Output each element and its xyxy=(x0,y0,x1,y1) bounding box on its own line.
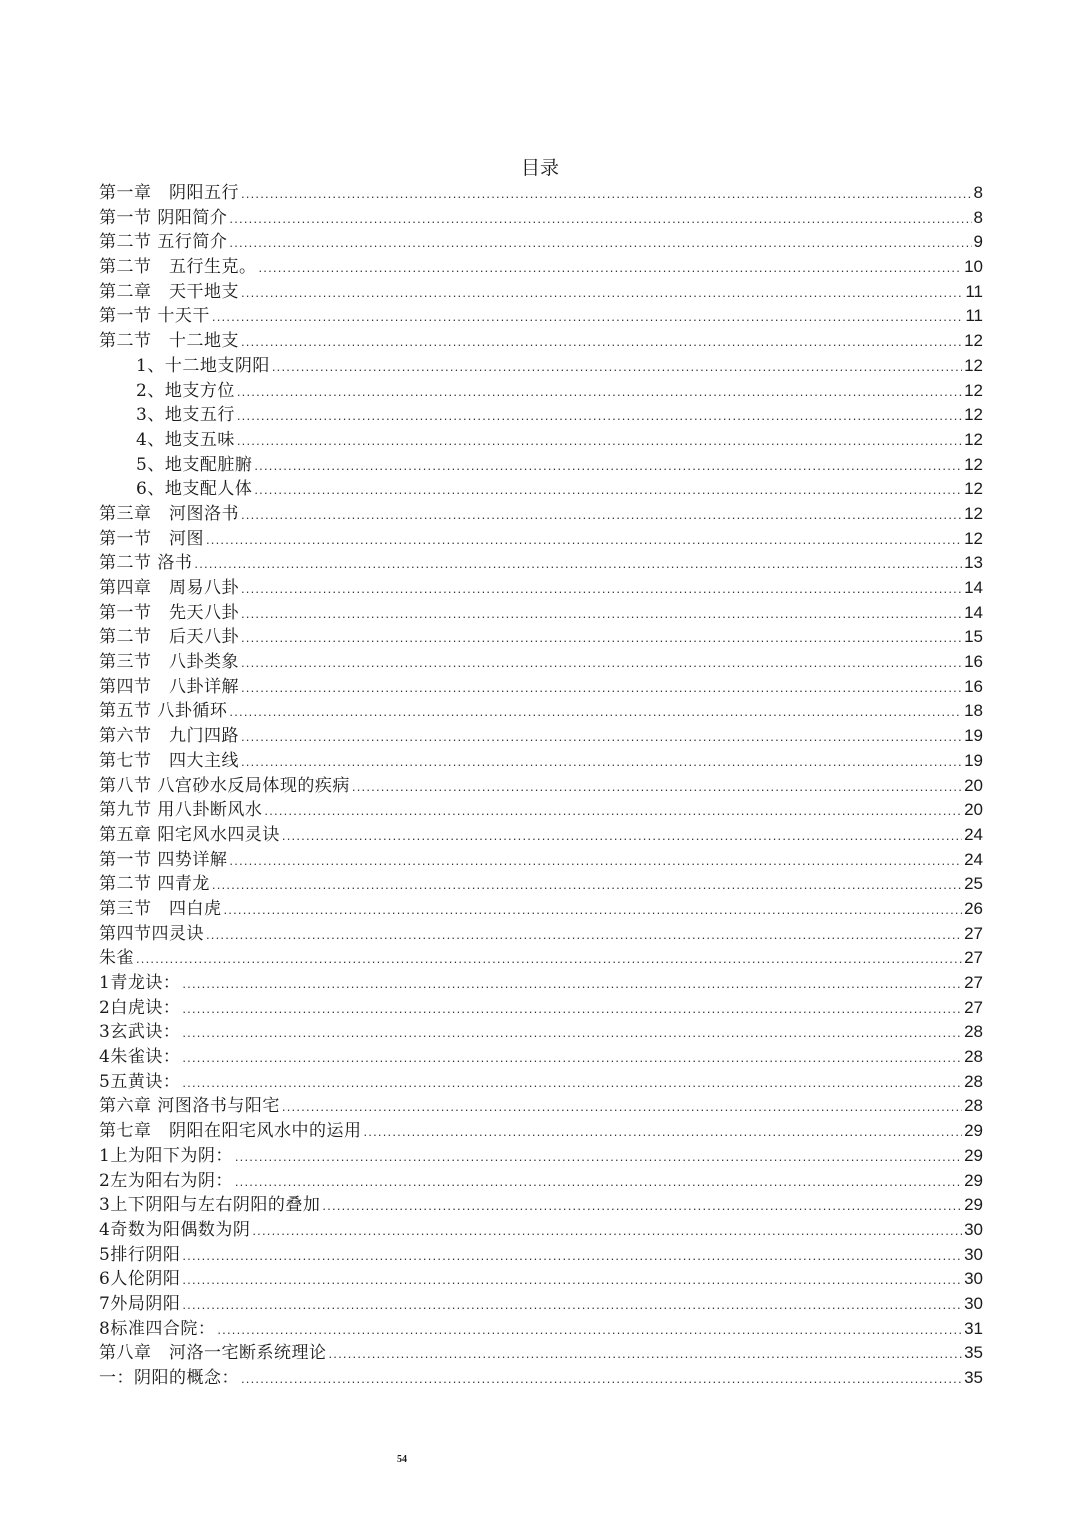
toc-dot-leader xyxy=(272,355,962,380)
toc-entry-page: 29 xyxy=(964,1145,983,1165)
toc-dot-leader xyxy=(212,305,963,330)
toc-entry-page: 29 xyxy=(964,1121,983,1141)
toc-entry-page: 29 xyxy=(964,1170,983,1190)
toc-entry-label: 6人伦阴阳 xyxy=(99,1269,181,1290)
toc-entry-label: 4、地支五味 xyxy=(136,429,235,450)
toc-entry-label: 第一节 阴阳简介 xyxy=(99,207,228,228)
toc-dot-leader xyxy=(235,1170,962,1195)
toc-entry-label: 第二节 后天八卦 xyxy=(99,627,239,648)
toc-entry-label: 第一节 先天八卦 xyxy=(99,602,239,623)
toc-dot-leader xyxy=(229,700,962,725)
toc-entry[interactable] xyxy=(99,749,983,774)
toc-entry[interactable] xyxy=(99,675,983,700)
toc-entry[interactable] xyxy=(99,403,983,428)
toc-entry-label: 3、地支五行 xyxy=(136,405,235,426)
toc-dot-leader xyxy=(182,1244,962,1269)
toc-dot-leader xyxy=(182,997,962,1022)
toc-entry-label: 5排行阴阳 xyxy=(99,1244,181,1265)
toc-entry-page: 20 xyxy=(964,775,983,795)
toc-entry[interactable] xyxy=(99,181,983,206)
toc-entry[interactable] xyxy=(99,255,983,280)
toc-entry-label: 1、十二地支阴阳 xyxy=(136,355,270,376)
toc-entry[interactable] xyxy=(99,922,983,947)
toc-entry-page: 12 xyxy=(964,355,983,375)
toc-entry[interactable] xyxy=(99,576,983,601)
toc-entry[interactable] xyxy=(99,848,983,873)
toc-entry-label: 第一节 四势详解 xyxy=(99,849,228,870)
toc-entry-page: 28 xyxy=(964,1047,983,1067)
toc-entry-page: 14 xyxy=(964,602,983,622)
toc-entry-page: 30 xyxy=(964,1219,983,1239)
toc-entry-page: 30 xyxy=(964,1293,983,1313)
toc-dot-leader xyxy=(229,231,971,256)
toc-entry-page: 12 xyxy=(964,380,983,400)
toc-dot-leader xyxy=(241,182,972,207)
toc-entry[interactable] xyxy=(99,971,983,996)
toc-entry[interactable] xyxy=(99,872,983,897)
toc-entry-page: 8 xyxy=(973,183,983,202)
toc-entry[interactable] xyxy=(99,329,983,354)
toc-entry-page: 31 xyxy=(964,1318,983,1338)
toc-dot-leader xyxy=(241,651,962,676)
toc-entry-label: 1上为阳下为阴： xyxy=(99,1145,233,1166)
toc-entry[interactable] xyxy=(99,304,983,329)
toc-entry[interactable] xyxy=(99,206,983,231)
toc-entry-page: 11 xyxy=(965,281,983,301)
toc-entry-page: 11 xyxy=(965,306,983,326)
toc-entry-label: 第二章 天干地支 xyxy=(99,281,239,302)
toc-dot-leader xyxy=(182,972,962,997)
toc-entry[interactable] xyxy=(99,996,983,1021)
toc-dot-leader xyxy=(241,725,962,750)
toc-entry[interactable] xyxy=(99,823,983,848)
toc-dot-leader xyxy=(182,1046,962,1071)
toc-entry[interactable] xyxy=(99,1317,983,1342)
toc-entry-page: 16 xyxy=(964,676,983,696)
toc-title: 目录 xyxy=(520,157,559,179)
toc-entry-label: 第一章 阴阳五行 xyxy=(99,183,239,203)
toc-entry-page: 27 xyxy=(964,923,983,943)
toc-entry-page: 29 xyxy=(964,1195,983,1215)
toc-entry-page: 12 xyxy=(964,528,983,548)
toc-entry[interactable] xyxy=(99,1267,983,1292)
toc-entry[interactable] xyxy=(99,699,983,724)
toc-dot-leader xyxy=(241,281,963,306)
toc-entry-label: 第六节 九门四路 xyxy=(99,726,239,747)
toc-entry-label: 第二节 洛书 xyxy=(99,553,193,574)
toc-entry-label: 第四节四灵诀 xyxy=(99,923,204,944)
toc-entry-page: 16 xyxy=(964,652,983,672)
toc-entry-page: 19 xyxy=(964,726,983,746)
toc-entry-page: 12 xyxy=(964,503,983,523)
toc-dot-leader xyxy=(182,1293,962,1318)
toc-dot-leader xyxy=(237,380,962,405)
toc-entry[interactable] xyxy=(99,280,983,305)
toc-entry-label: 第七章 阴阳在阳宅风水中的运用 xyxy=(99,1121,362,1142)
toc-dot-leader xyxy=(254,454,962,479)
toc-entry-page: 8 xyxy=(973,207,983,227)
toc-entry-label: 第八节 八宫砂水反局体现的疾病 xyxy=(99,775,350,796)
toc-entry-page: 27 xyxy=(964,973,983,992)
toc-entry-label: 第一节 河图 xyxy=(99,528,204,549)
toc-entry-label: 第一节 十天干 xyxy=(99,306,210,327)
toc-dot-leader xyxy=(241,750,962,775)
toc-entry[interactable] xyxy=(99,1243,983,1268)
toc-entry-label: 5五黄诀： xyxy=(99,1071,181,1092)
toc-entry-label: 第五节 八卦循环 xyxy=(99,701,228,722)
toc-dot-leader xyxy=(194,552,962,577)
toc-dot-leader xyxy=(182,1268,962,1293)
toc-entry-page: 12 xyxy=(964,429,983,449)
toc-entry-page: 35 xyxy=(964,1368,983,1387)
toc-entry[interactable] xyxy=(99,897,983,922)
toc-dot-leader xyxy=(259,256,963,281)
toc-entry-label: 第三节 四白虎 xyxy=(99,898,222,919)
toc-entry-label: 第四章 周易八卦 xyxy=(99,578,239,598)
toc-entry[interactable] xyxy=(99,601,983,626)
toc-entry-page: 24 xyxy=(964,824,983,844)
toc-dot-leader xyxy=(237,429,962,454)
toc-entry[interactable] xyxy=(99,477,983,502)
toc-entry[interactable] xyxy=(99,1193,983,1218)
toc-entry-page: 27 xyxy=(964,948,983,968)
toc-entry[interactable] xyxy=(99,1045,983,1070)
toc-dot-leader xyxy=(241,602,962,627)
toc-entry-label: 第三章 河图洛书 xyxy=(99,503,239,524)
toc-entry-label: 8标准四合院： xyxy=(99,1318,216,1339)
toc-entry-label: 第五章 阳宅风水四灵诀 xyxy=(99,824,280,845)
toc-entry-page: 28 xyxy=(964,1096,983,1116)
toc-entry[interactable] xyxy=(99,798,983,823)
toc-entry-label: 4朱雀诀： xyxy=(99,1047,181,1068)
toc-entry-label: 5、地支配脏腑 xyxy=(136,454,253,475)
toc-dot-leader xyxy=(229,207,971,232)
toc-entry-page: 10 xyxy=(964,257,983,277)
toc-entry-page: 19 xyxy=(964,750,983,770)
toc-dot-leader xyxy=(229,849,962,874)
toc-dot-leader xyxy=(206,923,962,948)
toc-dot-leader xyxy=(329,1342,963,1367)
toc-dot-leader xyxy=(282,824,962,849)
toc-dot-leader xyxy=(241,626,962,651)
toc-entry-page: 35 xyxy=(964,1343,983,1363)
toc-entry-page: 13 xyxy=(964,553,983,573)
toc-entry[interactable] xyxy=(99,354,983,379)
toc-dot-leader xyxy=(241,1367,962,1392)
toc-entry[interactable] xyxy=(99,230,983,255)
toc-entry[interactable] xyxy=(99,379,983,404)
toc-entry-page: 30 xyxy=(964,1269,983,1289)
toc-dot-leader xyxy=(241,503,962,528)
toc-dot-leader xyxy=(322,1194,962,1219)
toc-entry-page: 28 xyxy=(964,1022,983,1042)
toc-dot-leader xyxy=(252,1219,962,1244)
toc-entry-label: 第三节 八卦类象 xyxy=(99,652,239,673)
toc-entry-label: 一：阴阳的概念： xyxy=(99,1368,239,1388)
toc-entry[interactable] xyxy=(99,650,983,675)
toc-dot-leader xyxy=(241,676,962,701)
toc-entry[interactable] xyxy=(99,1218,983,1243)
toc-dot-leader xyxy=(241,330,962,355)
toc-entry-label: 第八章 河洛一宅断系统理论 xyxy=(99,1343,327,1364)
toc-entry-page: 12 xyxy=(964,454,983,474)
page-number: 54 xyxy=(397,1454,407,1465)
toc-dot-leader xyxy=(182,1071,962,1096)
toc-dot-leader xyxy=(212,873,962,898)
toc-entry[interactable] xyxy=(99,1366,983,1391)
toc-entry-page: 12 xyxy=(964,405,983,425)
toc-entry[interactable] xyxy=(99,527,983,552)
toc-dot-leader xyxy=(224,898,963,923)
toc-dot-leader xyxy=(206,528,962,553)
toc-entry[interactable] xyxy=(99,1144,983,1169)
toc-entry[interactable] xyxy=(99,1119,983,1144)
toc-entry-page: 26 xyxy=(964,898,983,918)
toc-dot-leader xyxy=(136,947,962,972)
toc-entry-page: 9 xyxy=(973,232,983,252)
toc-entry-label: 第九节 用八卦断风水 xyxy=(99,800,263,821)
toc-entry[interactable] xyxy=(99,502,983,527)
toc-entry[interactable] xyxy=(99,1292,983,1317)
toc-entry-label: 4奇数为阳偶数为阴 xyxy=(99,1219,251,1240)
toc-entry-label: 2左为阳右为阴： xyxy=(99,1170,233,1191)
toc-entry-label: 3上下阴阳与左右阴阳的叠加 xyxy=(99,1195,321,1216)
toc-entry-page: 24 xyxy=(964,849,983,869)
toc-entry-page: 14 xyxy=(964,578,983,597)
toc-entry[interactable] xyxy=(99,724,983,749)
toc-dot-leader xyxy=(364,1120,963,1145)
toc-entry-label: 6、地支配人体 xyxy=(136,479,253,500)
toc-dot-leader xyxy=(235,1145,962,1170)
toc-entry[interactable] xyxy=(99,1094,983,1119)
toc-dot-leader xyxy=(241,577,962,602)
toc-entry[interactable] xyxy=(99,453,983,478)
toc-entry[interactable] xyxy=(99,1070,983,1095)
toc-dot-leader xyxy=(182,1021,962,1046)
toc-entry-label: 第二节 五行生克。 xyxy=(99,257,257,278)
toc-dot-leader xyxy=(264,799,962,824)
toc-entry-page: 25 xyxy=(964,874,983,894)
toc-entry-label: 第七节 四大主线 xyxy=(99,750,239,771)
toc-entry-label: 1青龙诀： xyxy=(99,973,181,993)
toc-entry-label: 第二节 十二地支 xyxy=(99,331,239,352)
toc-list xyxy=(99,181,983,1391)
toc-entry-label: 2、地支方位 xyxy=(136,380,235,401)
toc-entry-page: 12 xyxy=(964,479,983,499)
toc-entry-label: 第六章 河图洛书与阳宅 xyxy=(99,1096,280,1117)
toc-entry-label: 3玄武诀： xyxy=(99,1022,181,1043)
toc-entry-page: 30 xyxy=(964,1244,983,1264)
toc-dot-leader xyxy=(237,404,962,429)
toc-entry-label: 第二节 四青龙 xyxy=(99,874,210,895)
toc-entry-label: 7外局阴阳 xyxy=(99,1293,181,1314)
toc-entry-page: 12 xyxy=(964,331,983,351)
toc-entry-page: 20 xyxy=(964,800,983,820)
toc-entry[interactable] xyxy=(99,1341,983,1366)
toc-entry[interactable] xyxy=(99,1020,983,1045)
toc-dot-leader xyxy=(282,1095,962,1120)
toc-entry-page: 28 xyxy=(964,1071,983,1091)
toc-entry-page: 15 xyxy=(964,627,983,647)
toc-entry-label: 朱雀 xyxy=(99,948,134,969)
toc-entry-label: 第二节 五行简介 xyxy=(99,232,228,253)
toc-dot-leader xyxy=(352,775,962,800)
toc-entry[interactable] xyxy=(99,428,983,453)
toc-entry-page: 18 xyxy=(964,701,983,721)
toc-entry[interactable] xyxy=(99,1169,983,1194)
toc-entry-label: 第四节 八卦详解 xyxy=(99,676,239,697)
toc-entry-label: 2白虎诀： xyxy=(99,997,181,1018)
toc-dot-leader xyxy=(217,1318,962,1343)
toc-entry[interactable] xyxy=(99,946,983,971)
toc-entry[interactable] xyxy=(99,551,983,576)
toc-dot-leader xyxy=(254,478,962,503)
toc-entry[interactable] xyxy=(99,625,983,650)
toc-entry[interactable] xyxy=(99,774,983,799)
toc-entry-page: 27 xyxy=(964,997,983,1017)
